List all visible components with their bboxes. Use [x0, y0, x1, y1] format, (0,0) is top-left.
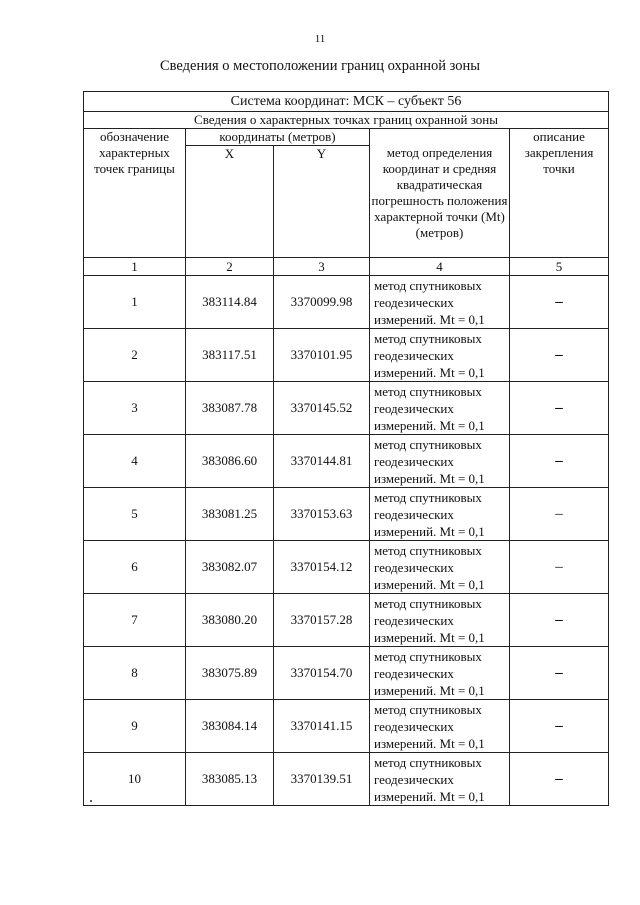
- method-cell: метод спутниковых геодезических измерений. Mt = 0,1: [370, 382, 510, 435]
- description-cell: –: [510, 753, 609, 806]
- point-number-cell: 8: [84, 647, 186, 700]
- point-number-cell: 6: [84, 541, 186, 594]
- description-cell: –: [510, 276, 609, 329]
- table-row: [84, 488, 609, 541]
- header-coordinates: координаты (метров): [186, 129, 370, 146]
- table-row: [84, 382, 609, 435]
- y-coordinate-cell: 3370157.28: [274, 594, 370, 647]
- description-cell: –: [510, 382, 609, 435]
- header-x: X: [186, 146, 274, 258]
- y-coordinate-cell: 3370099.98: [274, 276, 370, 329]
- column-header-row: [84, 129, 609, 146]
- description-cell: –: [510, 594, 609, 647]
- document-title: Сведения о местоположении границ охранной зоны: [159, 58, 480, 74]
- y-coordinate-cell: 3370154.70: [274, 647, 370, 700]
- method-cell: метод спутниковых геодезических измерений. Mt = 0,1: [370, 594, 510, 647]
- scan-speck: [90, 800, 92, 802]
- header-method: метод определения координат и средняя квадратическая погрешность положения характерной точки (Mt) (метров): [370, 129, 510, 258]
- points-header-cell: Сведения о характерных точках границ охранной зоны: [84, 112, 609, 129]
- table-row: [84, 329, 609, 382]
- method-cell: метод спутниковых геодезических измерений. Mt = 0,1: [370, 488, 510, 541]
- x-coordinate-cell: 383082.07: [186, 541, 274, 594]
- column-number-row: [84, 258, 609, 276]
- x-coordinate-cell: 383086.60: [186, 435, 274, 488]
- column-number: 4: [370, 258, 510, 276]
- point-number-cell: 5: [84, 488, 186, 541]
- description-cell: –: [510, 435, 609, 488]
- header-designation: обозначение характерных точек границы: [84, 129, 186, 258]
- method-cell: метод спутниковых геодезических измерений. Mt = 0,1: [370, 276, 510, 329]
- point-number-cell: 2: [84, 329, 186, 382]
- table-row: [84, 276, 609, 329]
- x-coordinate-cell: 383075.89: [186, 647, 274, 700]
- method-cell: метод спутниковых геодезических измерений. Mt = 0,1: [370, 541, 510, 594]
- coordinate-system-cell: Система координат: МСК – субъект 56: [84, 92, 609, 112]
- column-number: 1: [84, 258, 186, 276]
- method-cell: метод спутниковых геодезических измерений. Mt = 0,1: [370, 647, 510, 700]
- method-cell: метод спутниковых геодезических измерений. Mt = 0,1: [370, 435, 510, 488]
- coordinates-table: [83, 91, 609, 806]
- method-cell: метод спутниковых геодезических измерений. Mt = 0,1: [370, 329, 510, 382]
- y-coordinate-cell: 3370153.63: [274, 488, 370, 541]
- description-cell: –: [510, 541, 609, 594]
- x-coordinate-cell: 383084.14: [186, 700, 274, 753]
- x-coordinate-cell: 383114.84: [186, 276, 274, 329]
- method-cell: метод спутниковых геодезических измерений. Mt = 0,1: [370, 700, 510, 753]
- page-number: 11: [314, 33, 326, 45]
- table-row: [84, 700, 609, 753]
- x-coordinate-cell: 383087.78: [186, 382, 274, 435]
- y-coordinate-cell: 3370154.12: [274, 541, 370, 594]
- point-number-cell: 1: [84, 276, 186, 329]
- y-coordinate-cell: 3370144.81: [274, 435, 370, 488]
- description-cell: –: [510, 647, 609, 700]
- table-row: [84, 647, 609, 700]
- points-header-row: [84, 112, 609, 129]
- header-description: описание закрепления точки: [510, 129, 609, 258]
- column-number: 3: [274, 258, 370, 276]
- point-number-cell: 10: [84, 753, 186, 806]
- method-cell: метод спутниковых геодезических измерений. Mt = 0,1: [370, 753, 510, 806]
- y-coordinate-cell: 3370141.15: [274, 700, 370, 753]
- column-number: 2: [186, 258, 274, 276]
- y-coordinate-cell: 3370139.51: [274, 753, 370, 806]
- x-coordinate-cell: 383080.20: [186, 594, 274, 647]
- x-coordinate-cell: 383081.25: [186, 488, 274, 541]
- coordinate-system-row: [84, 92, 609, 112]
- column-number: 5: [510, 258, 609, 276]
- x-coordinate-cell: 383085.13: [186, 753, 274, 806]
- description-cell: –: [510, 700, 609, 753]
- point-number-cell: 4: [84, 435, 186, 488]
- y-coordinate-cell: 3370101.95: [274, 329, 370, 382]
- description-cell: –: [510, 329, 609, 382]
- y-coordinate-cell: 3370145.52: [274, 382, 370, 435]
- point-number-cell: 9: [84, 700, 186, 753]
- table-row: [84, 435, 609, 488]
- point-number-cell: 3: [84, 382, 186, 435]
- table-row: [84, 541, 609, 594]
- description-cell: –: [510, 488, 609, 541]
- header-y: Y: [274, 146, 370, 258]
- table-row: [84, 753, 609, 806]
- x-coordinate-cell: 383117.51: [186, 329, 274, 382]
- point-number-cell: 7: [84, 594, 186, 647]
- table-row: [84, 594, 609, 647]
